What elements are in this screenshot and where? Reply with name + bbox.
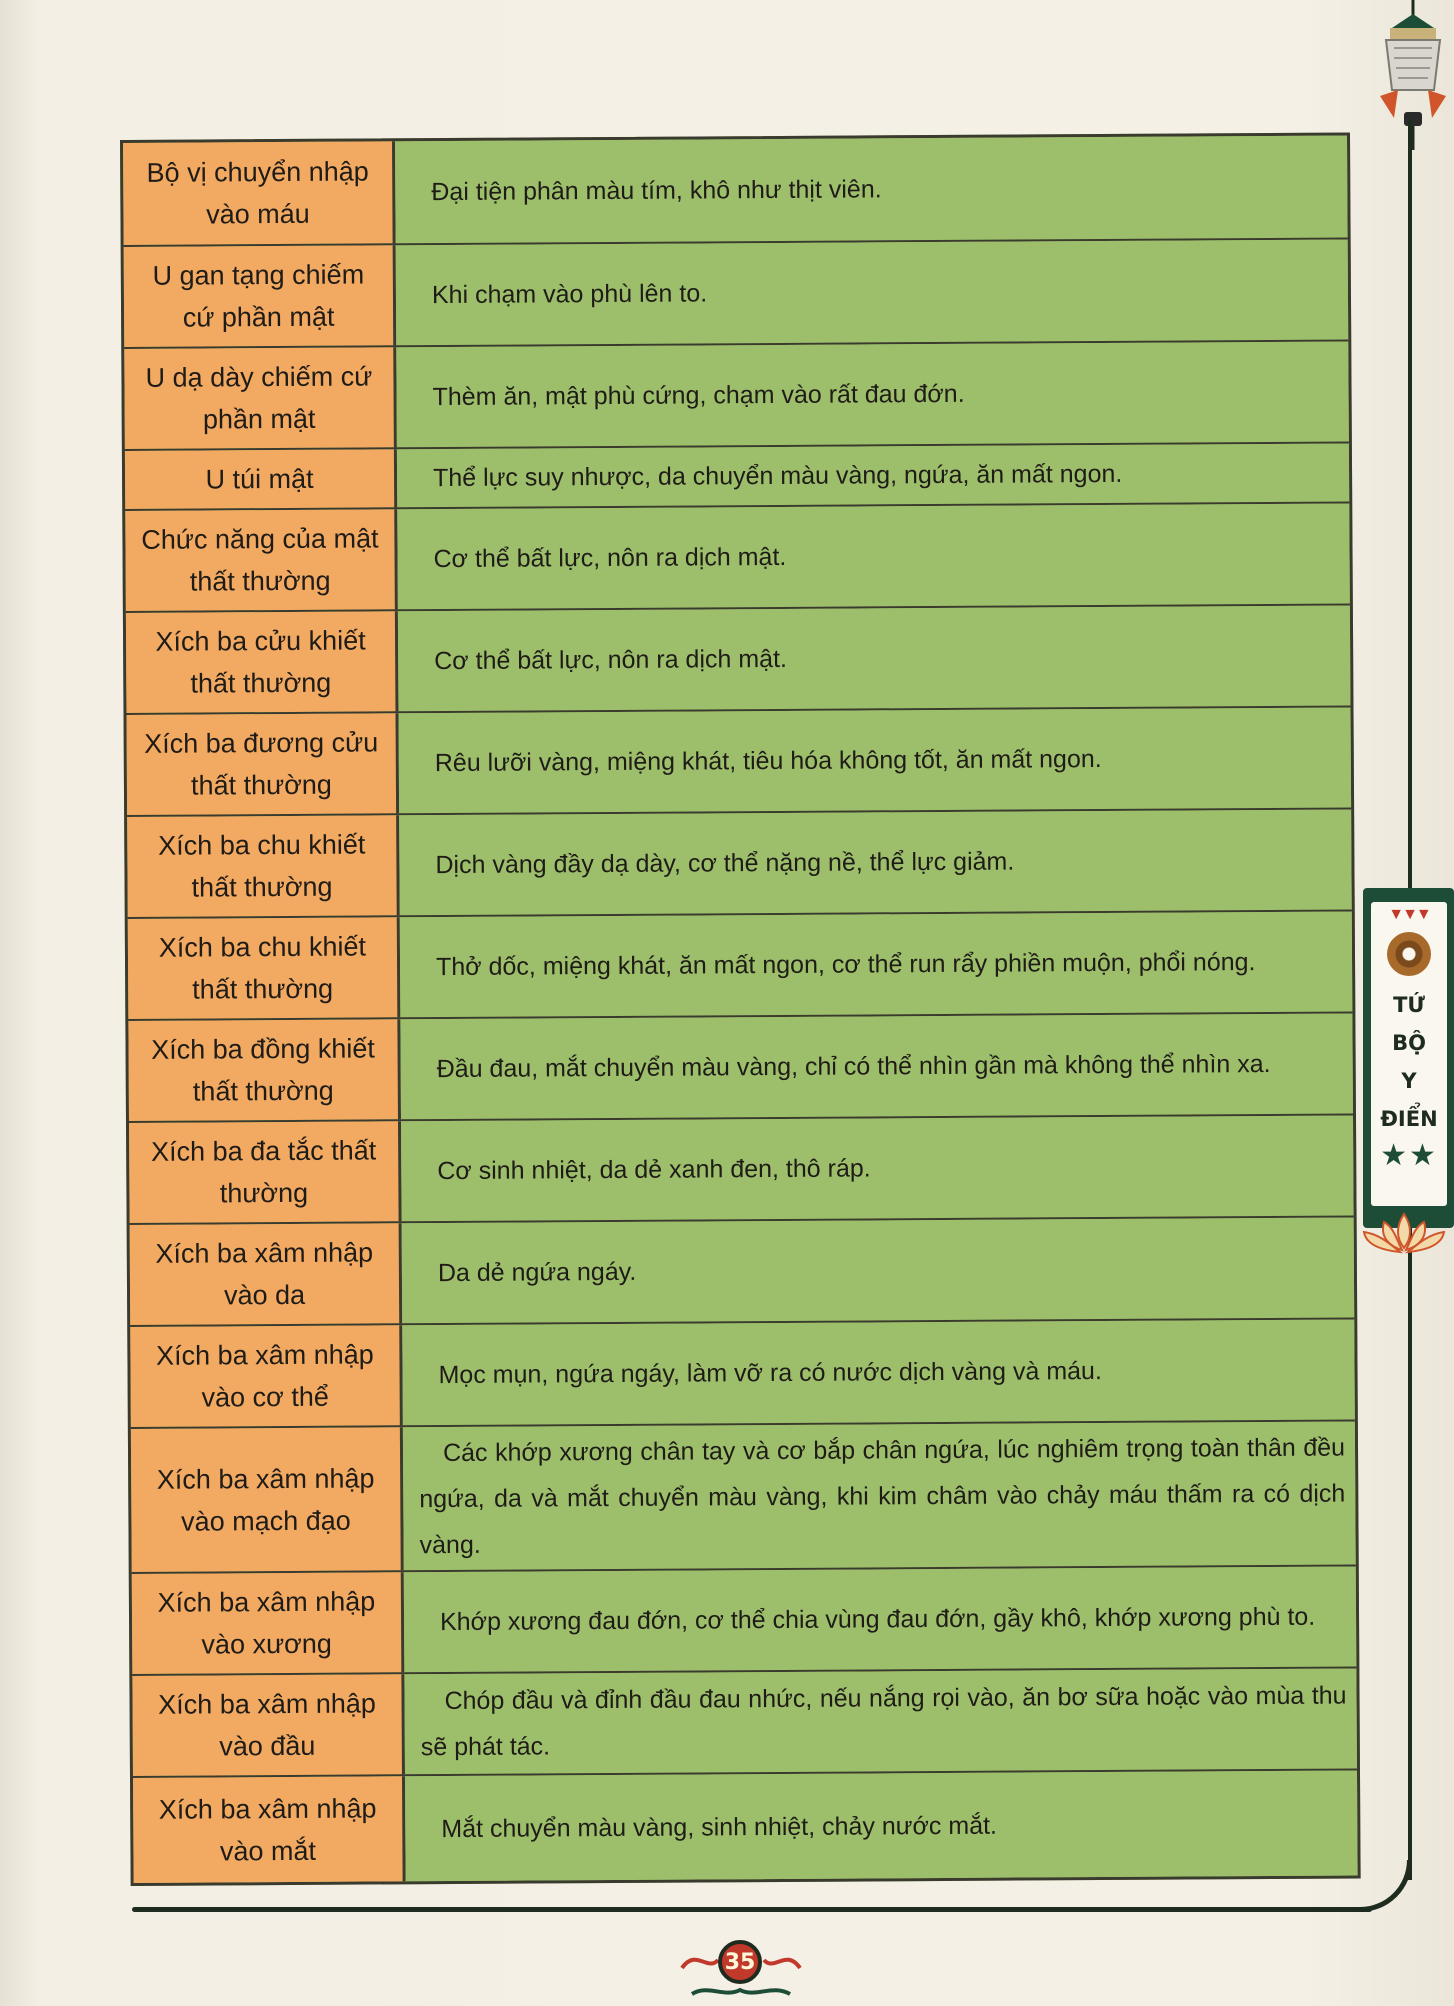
table-row	[130, 1317, 1355, 1426]
book-title	[1380, 986, 1437, 1138]
row-label: Xích ba chu khiết thất thường	[128, 917, 401, 1019]
row-label: Xích ba chu khiết thất thường	[127, 815, 400, 917]
row-description: Chóp đầu và đỉnh đầu đau nhức, nếu nắng rọi vào, ăn bơ sữa hoặc vào mùa thu sẽ phát tác.	[404, 1668, 1357, 1774]
row-description: Đầu đau, mắt chuyển màu vàng, chỉ có thể nhìn gần mà không thể nhìn xa.	[400, 1013, 1353, 1119]
row-label: Xích ba cửu khiết thất thường	[126, 611, 399, 713]
table-row	[124, 340, 1349, 449]
table-row	[131, 1419, 1356, 1571]
lantern-ornament-icon	[1372, 0, 1454, 150]
page-number: 35	[718, 1940, 762, 1984]
row-description: Cơ sinh nhiệt, da dẻ xanh đen, thô ráp.	[401, 1115, 1354, 1221]
book-title-line: TỨ	[1393, 993, 1425, 1017]
row-description: Khi chạm vào phù lên to.	[396, 240, 1349, 346]
row-description: Đại tiện phân màu tím, khô như thịt viên.	[395, 136, 1348, 244]
row-label: U gan tạng chiếm cứ phần mật	[124, 245, 397, 347]
table-row	[128, 909, 1353, 1018]
book-title-line: BỘ	[1392, 1031, 1426, 1055]
row-description: Mọc mụn, ngứa ngáy, làm vỡ ra có nước dịch vàng và máu.	[402, 1319, 1355, 1425]
table-row	[126, 603, 1351, 712]
table-row	[125, 441, 1349, 508]
row-description: Mắt chuyển màu vàng, sinh nhiệt, chảy nước mắt.	[405, 1770, 1358, 1881]
table-row	[127, 705, 1352, 814]
row-label: Xích ba xâm nhập vào đầu	[132, 1674, 405, 1776]
row-label: Xích ba xâm nhập vào mạch đạo	[131, 1427, 404, 1572]
row-label: Chức năng của mật thất thường	[125, 509, 398, 611]
row-description: Da dẻ ngứa ngáy.	[402, 1217, 1355, 1323]
symptom-table	[120, 132, 1361, 1885]
row-label: Xích ba xâm nhập vào mắt	[133, 1776, 406, 1883]
row-label: Xích ba đương cửu thất thường	[127, 713, 400, 815]
row-label: Xích ba đa tắc thất thường	[129, 1121, 402, 1223]
row-label: U túi mật	[125, 449, 397, 509]
arrows-icon: ▼▼▼	[1388, 906, 1430, 923]
bottom-rule	[132, 1907, 1372, 1912]
table-row	[132, 1564, 1357, 1673]
stars-icon: ★★	[1380, 1139, 1438, 1172]
row-label: Bộ vị chuyển nhập vào máu	[123, 141, 396, 245]
table-row	[133, 1768, 1358, 1882]
row-description: Thèm ăn, mật phù cứng, chạm vào rất đau đớn.	[396, 342, 1349, 448]
book-title-line: ĐIỂN	[1380, 1107, 1438, 1131]
row-label: U dạ dày chiếm cứ phần mật	[124, 347, 397, 449]
table-row	[128, 1011, 1353, 1120]
row-description: Dịch vàng đầy dạ dày, cơ thể nặng nề, thể lực giảm.	[399, 809, 1352, 915]
row-description: Cơ thể bất lực, nôn ra dịch mật.	[398, 605, 1351, 711]
page-number-ornament	[678, 1938, 804, 2006]
row-description: Thể lực suy nhược, da chuyển màu vàng, ngứa, ăn mất ngon.	[397, 443, 1349, 507]
row-description: Các khớp xương chân tay và cơ bắp chân ngứa, lúc nghiêm trọng toàn thân đều ngứa, da và mắt chuyển màu vàng, khi kim châm vào chảy máu thấm ra có dịch vàng.	[403, 1421, 1356, 1570]
row-label: Xích ba xâm nhập vào cơ thể	[130, 1325, 403, 1427]
row-description: Cơ thể bất lực, nôn ra dịch mật.	[397, 503, 1350, 609]
row-label: Xích ba đồng khiết thất thường	[128, 1019, 401, 1121]
row-description: Khớp xương đau đớn, cơ thể chia vùng đau đớn, gầy khô, khớp xương phù to.	[404, 1566, 1357, 1672]
table-row	[127, 807, 1352, 916]
coin-icon	[1387, 932, 1431, 976]
table-row	[129, 1113, 1354, 1222]
table-row	[123, 136, 1348, 245]
lotus-icon	[1354, 1208, 1454, 1258]
table-row	[132, 1666, 1357, 1775]
table-row	[124, 238, 1349, 347]
row-label: Xích ba xâm nhập vào da	[130, 1223, 403, 1325]
table-row	[130, 1215, 1355, 1324]
side-tab-panel	[1371, 902, 1447, 1206]
row-description: Thở dốc, miệng khát, ăn mất ngon, cơ thể run rẩy phiền muộn, phổi nóng.	[400, 911, 1353, 1017]
row-description: Rêu lưỡi vàng, miệng khát, tiêu hóa không tốt, ăn mất ngon.	[399, 707, 1352, 813]
table-row	[125, 501, 1350, 610]
row-label: Xích ba xâm nhập vào xương	[132, 1572, 405, 1674]
book-title-line: Y	[1401, 1069, 1417, 1093]
